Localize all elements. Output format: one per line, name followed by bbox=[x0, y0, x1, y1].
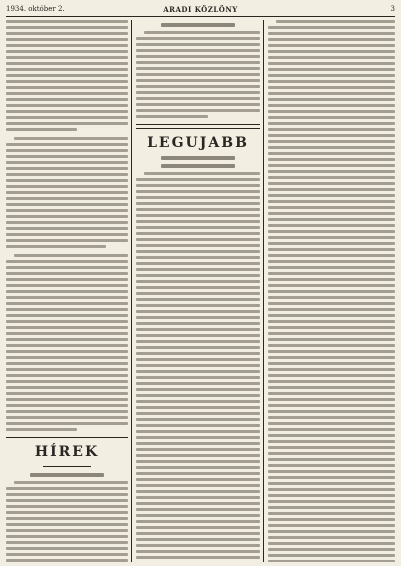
heading-underline bbox=[43, 466, 92, 467]
article-body bbox=[136, 31, 260, 118]
section-divider bbox=[136, 124, 260, 129]
section-heading-hirek: HÍREK bbox=[34, 444, 100, 460]
article-body bbox=[136, 172, 260, 562]
newspaper-title: ARADI KÖZLÖNY bbox=[163, 5, 238, 14]
column-left bbox=[6, 20, 128, 562]
column-rule bbox=[263, 20, 264, 562]
article-body bbox=[268, 20, 395, 562]
article-subheading bbox=[30, 473, 103, 477]
article-body bbox=[6, 481, 128, 562]
article-subheading bbox=[161, 156, 235, 160]
column-middle bbox=[136, 20, 260, 562]
article-body bbox=[6, 254, 128, 431]
section-heading-legujabb: LEGUJABB bbox=[147, 135, 249, 151]
article-subheading bbox=[161, 164, 235, 168]
masthead bbox=[6, 5, 395, 17]
page-number: 3 bbox=[390, 5, 395, 13]
section-divider bbox=[6, 437, 128, 438]
article-body bbox=[6, 137, 128, 248]
article-subheading bbox=[161, 23, 235, 27]
article-body bbox=[6, 20, 128, 131]
issue-date: 1934. október 2. bbox=[6, 5, 65, 13]
column-rule bbox=[131, 20, 132, 562]
column-right bbox=[268, 20, 395, 562]
